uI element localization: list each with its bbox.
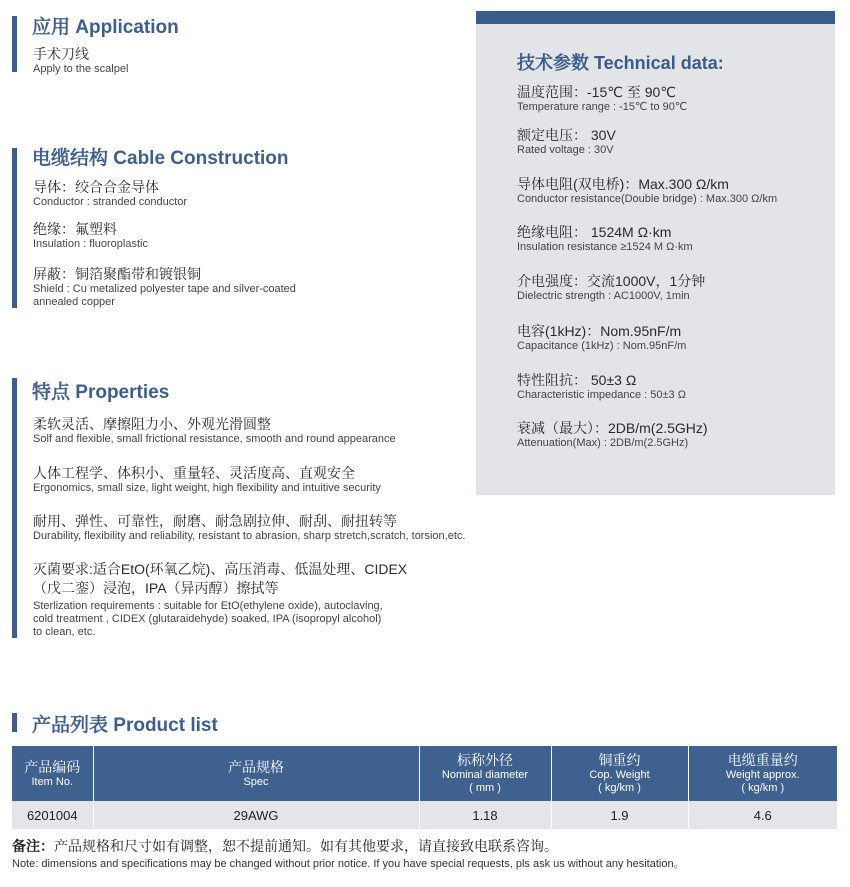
tech-item xyxy=(517,84,687,114)
property-zh: 人体工程学、体积小、重量轻、灵活度高、直观安全 xyxy=(33,465,355,481)
header-en: Spec xyxy=(243,775,269,788)
note-en: Note: dimensions and specifications may be changed without prior notice. If you have special requests, pls ask us without any hesitation。 xyxy=(12,858,685,870)
tech-item-en: Conductor resistance(Double bridge) : Max.300 Ω/km xyxy=(517,193,778,205)
technical-data-panel xyxy=(476,11,835,495)
tech-item-en: Dielectric strength : AC1000V, 1min xyxy=(517,290,690,302)
table-header-cop-weight xyxy=(551,746,688,801)
construction-item-zh: 绝缘：氟塑料 xyxy=(33,221,117,237)
tech-item xyxy=(517,176,777,206)
property-item xyxy=(33,416,396,446)
tech-item-en: Capacitance (1kHz) : Nom.95nF/m xyxy=(517,340,687,352)
header-zh: 铜重约 xyxy=(598,752,641,768)
header-en: Weight approx. xyxy=(725,769,800,781)
product-list-title: 产品列表 Product list xyxy=(32,715,218,736)
table-header-diameter xyxy=(419,746,551,801)
table-header-row xyxy=(12,746,837,801)
note-label: 备注： xyxy=(12,838,54,854)
note-zh xyxy=(12,836,558,856)
application-zh: 手术刀线 xyxy=(33,46,89,62)
technical-panel-header-bar xyxy=(476,11,835,24)
tech-item-zh: 导体电阻(双电桥)：Max.300 Ω/km xyxy=(517,176,729,192)
tech-item-zh: 绝缘电阻： 1524M Ω·km xyxy=(517,224,672,240)
construction-title: 电缆结构 Cable Construction xyxy=(32,148,289,169)
construction-item-zh: 屏蔽：铜箔聚酯带和镀银铜 xyxy=(33,266,201,282)
property-zh: 灭菌要求:适合EtO(环氧乙烷)、高压消毒、低温处理、CIDEX xyxy=(33,561,408,577)
tech-item-zh: 衰减（最大）：2DB/m(2.5GHz) xyxy=(517,420,708,436)
table-header-item-no xyxy=(12,746,93,801)
tech-item-en: Rated voltage : 30V xyxy=(517,144,614,156)
table-row xyxy=(12,801,837,829)
property-en: to clean, etc. xyxy=(33,626,96,638)
application-item xyxy=(33,46,128,76)
tech-item xyxy=(517,420,708,450)
technical-title: 技术参数 Technical data: xyxy=(517,53,724,73)
tech-item-en: Attenuation(Max) : 2DB/m(2.5GHz) xyxy=(517,437,689,449)
property-en: Solf and flexible, small frictional resistance, smooth and round appearance xyxy=(33,433,396,445)
tech-item xyxy=(517,323,686,353)
header-zh: 电缆重量约 xyxy=(727,752,798,768)
header-en: ( kg/km ) xyxy=(598,782,641,794)
construction-accent-bar xyxy=(12,148,17,308)
header-en: Nominal diameter xyxy=(441,769,529,781)
construction-item xyxy=(33,221,148,251)
tech-item xyxy=(517,273,705,303)
tech-item-zh: 介电强度：交流1000V，1分钟 xyxy=(517,273,706,289)
table-header-weight xyxy=(688,746,837,801)
note-zh-text: 产品规格和尺寸如有调整，恕不提前通知。如有其他要求，请直接致电联系咨询。 xyxy=(54,838,558,854)
header-en: ( kg/km ) xyxy=(741,782,785,794)
construction-item-en: Insulation : fluoroplastic xyxy=(33,238,148,250)
cell-spec: 29AWG xyxy=(93,801,419,829)
construction-item-en: Shield : Cu metalized polyester tape and silver-coated xyxy=(33,283,296,295)
tech-item-zh: 电容(1kHz)：Nom.95nF/m xyxy=(517,323,682,339)
properties-title: 特点 Properties xyxy=(32,382,170,403)
cell-weight: 4.6 xyxy=(688,801,837,829)
tech-item xyxy=(517,372,686,402)
tech-item-en: Characteristic impedance : 50±3 Ω xyxy=(517,389,686,401)
tech-item-zh: 特性阻抗： 50±3 Ω xyxy=(517,372,637,388)
property-zh: 柔软灵活、摩擦阻力小、外观光滑圆整 xyxy=(33,416,271,432)
property-item xyxy=(33,513,465,543)
property-item xyxy=(33,465,381,495)
property-zh: （戊二銮）浸泡，IPA（异丙醇）擦拭等 xyxy=(33,580,279,596)
header-en: Item No. xyxy=(31,775,74,788)
product-table xyxy=(12,746,837,829)
header-en: Cop. Weight xyxy=(589,769,650,781)
construction-item-zh: 导体：绞合合金导体 xyxy=(33,179,159,195)
header-en: ( mm ) xyxy=(469,782,501,794)
table-header-spec xyxy=(93,746,419,801)
construction-item xyxy=(33,266,296,309)
property-en: cold treatment , CIDEX (glutaraidehyde) soaked, IPA (isopropyl alcohol) xyxy=(33,613,382,625)
properties-accent-bar xyxy=(12,378,17,638)
property-en: Ergonomics, small size, light weight, high flexibility and intuitive security xyxy=(33,482,381,494)
property-en: Durability, flexibility and reliability, resistant to abrasion, sharp stretch,scratch, torsion,etc. xyxy=(33,530,466,542)
header-zh: 产品编码 xyxy=(24,758,81,775)
construction-item-en: annealed copper xyxy=(33,296,115,308)
tech-item xyxy=(517,224,693,254)
application-title: 应用 Application xyxy=(32,17,179,38)
property-zh: 耐用、弹性、可靠性，耐磨、耐急剧拉伸、耐刮、耐扭转等 xyxy=(33,513,397,529)
tech-item-en: Insulation resistance ≥1524 M Ω·km xyxy=(517,241,693,253)
property-en: Sterlization requirements : suitable for EtO(ethylene oxide), autoclaving, xyxy=(33,600,383,612)
cell-diameter: 1.18 xyxy=(419,801,551,829)
tech-item xyxy=(517,127,616,157)
tech-item-zh: 额定电压： 30V xyxy=(517,127,616,143)
tech-item-en: Temperature range : -15℃ to 90℃ xyxy=(517,101,688,113)
cell-cop-weight: 1.9 xyxy=(551,801,688,829)
header-zh: 产品规格 xyxy=(228,758,284,775)
property-item xyxy=(33,561,407,639)
application-en: Apply to the scalpel xyxy=(33,63,129,75)
cell-item-no: 6201004 xyxy=(12,801,93,829)
construction-item xyxy=(33,179,187,209)
header-zh: 标称外径 xyxy=(457,752,513,768)
construction-item-en: Conductor : stranded conductor xyxy=(33,196,188,208)
tech-item-zh: 温度范围：-15℃ 至 90℃ xyxy=(517,84,677,100)
